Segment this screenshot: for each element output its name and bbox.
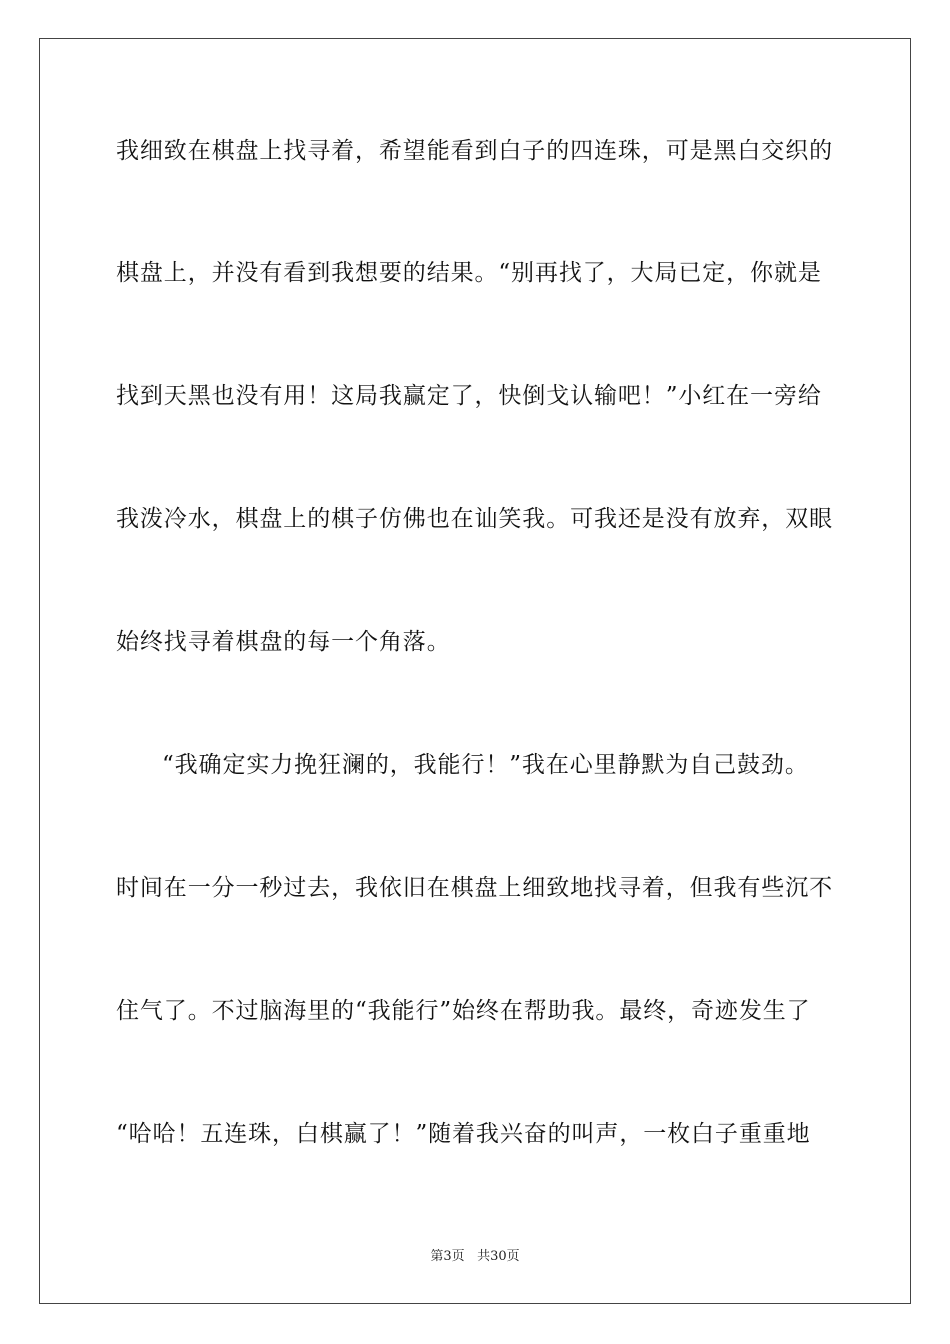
page-total: 共30页 bbox=[477, 1249, 520, 1264]
page-border bbox=[39, 38, 911, 1304]
page-footer bbox=[0, 1248, 950, 1266]
body-text-line: 我细致在棋盘上找寻着，希望能看到白子的四连珠，可是黑白交织的 bbox=[116, 138, 833, 164]
body-text-line: 住气了。不过脑海里的“我能行”始终在帮助我。最终，奇迹发生了 bbox=[116, 998, 811, 1024]
body-text-line: 棋盘上，并没有看到我想要的结果。“别再找了，大局已定，你就是 bbox=[116, 260, 822, 286]
body-text-line: “哈哈！五连珠，白棋赢了！”随着我兴奋的叫声，一枚白子重重地 bbox=[116, 1121, 811, 1147]
body-text-line: 时间在一分一秒过去，我依旧在棋盘上细致地找寻着，但我有些沉不 bbox=[116, 875, 833, 901]
body-text-line: 我泼冷水，棋盘上的棋子仿佛也在讪笑我。可我还是没有放弃，双眼 bbox=[116, 506, 833, 532]
page-number: 第3页 bbox=[430, 1249, 465, 1264]
body-text-line: 始终找寻着棋盘的每一个角落。 bbox=[116, 629, 451, 655]
body-text-line-indented: “我确定实力挽狂澜的，我能行！”我在心里静默为自己鼓劲。 bbox=[162, 752, 809, 778]
body-text-line: 找到天黑也没有用！这局我赢定了，快倒戈认输吧！”小红在一旁给 bbox=[116, 383, 822, 409]
